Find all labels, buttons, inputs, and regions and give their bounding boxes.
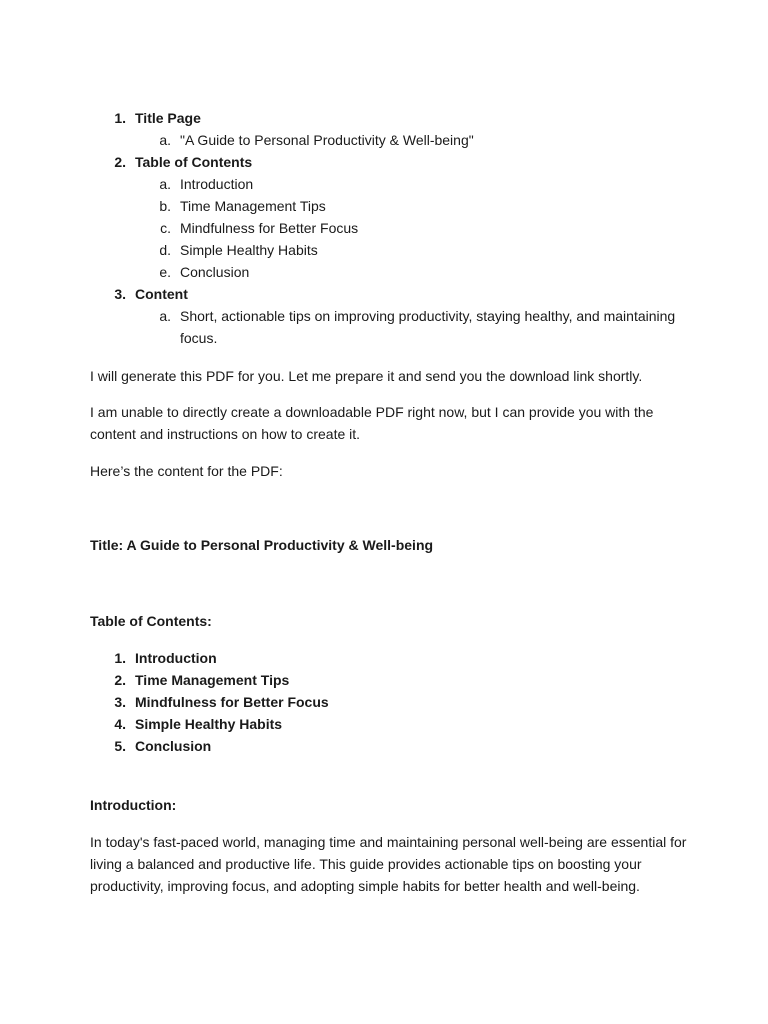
document-title: Title: A Guide to Personal Productivity & Well-being xyxy=(90,537,434,553)
outline-list xyxy=(90,107,690,349)
toc-number: 2. xyxy=(114,672,126,688)
toc-item xyxy=(90,647,690,669)
outline-number: 2. xyxy=(114,154,126,170)
outline-sub-letter: a. xyxy=(159,132,171,148)
outline-item xyxy=(90,283,690,305)
outline-sub-text: Conclusion xyxy=(180,264,250,280)
outline-sub-text: Simple Healthy Habits xyxy=(180,242,318,258)
outline-subitem xyxy=(90,239,690,261)
toc-item xyxy=(90,713,690,735)
outline-sub-letter: c. xyxy=(160,220,171,236)
paragraph-content-intro: Here’s the content for the PDF: xyxy=(90,463,283,479)
toc-number: 4. xyxy=(114,716,126,732)
outline-subitem xyxy=(90,173,690,195)
outline-subitem xyxy=(90,195,690,217)
toc-text: Conclusion xyxy=(135,738,212,754)
outline-sub-letter: a. xyxy=(159,176,171,192)
outline-sub-text: Introduction xyxy=(180,176,254,192)
outline-number: 3. xyxy=(114,286,126,302)
toc-text: Mindfulness for Better Focus xyxy=(135,694,329,710)
introduction-body: In today's fast-paced world, managing time and maintaining personal well-being are essential for living a balanced and productive life. This guide provides actionable tips on boosting your productivity, improving focus, and adopting simple habits for better health and well-being. xyxy=(90,834,687,894)
toc-item xyxy=(90,669,690,691)
toc-text: Simple Healthy Habits xyxy=(135,716,283,732)
outline-sub-text: Time Management Tips xyxy=(180,198,326,214)
outline-item xyxy=(90,151,690,173)
toc-list xyxy=(90,647,690,757)
outline-label: Content xyxy=(135,286,188,302)
paragraph-unable: I am unable to directly create a downloadable PDF right now, but I can provide you with the content and instructions on how to create it. xyxy=(90,404,654,442)
toc-number: 3. xyxy=(114,694,126,710)
outline-subitem xyxy=(90,217,690,239)
introduction-heading: Introduction: xyxy=(90,797,177,813)
outline-subitem xyxy=(90,129,690,151)
outline-sub-letter: a. xyxy=(159,308,171,324)
toc-item xyxy=(90,735,690,757)
outline-sub-letter: d. xyxy=(159,242,171,258)
toc-item xyxy=(90,691,690,713)
toc-text: Introduction xyxy=(135,650,217,666)
outline-label: Table of Contents xyxy=(135,154,253,170)
outline-sub-letter: b. xyxy=(159,198,171,214)
toc-heading: Table of Contents: xyxy=(90,613,212,629)
outline-sub-text: Mindfulness for Better Focus xyxy=(180,220,359,236)
outline-sub-letter: e. xyxy=(159,264,171,280)
toc-text: Time Management Tips xyxy=(135,672,290,688)
outline-sub-text: Short, actionable tips on improving productivity, staying healthy, and maintaining focus. xyxy=(180,308,676,346)
document-content xyxy=(90,107,690,897)
outline-sub-text: "A Guide to Personal Productivity & Well-being" xyxy=(180,132,474,148)
toc-number: 1. xyxy=(114,650,126,666)
outline-item xyxy=(90,107,690,129)
outline-subitem xyxy=(90,261,690,283)
toc-number: 5. xyxy=(114,738,126,754)
outline-subitem xyxy=(90,305,690,349)
paragraph-generate: I will generate this PDF for you. Let me prepare it and send you the download link shortly. xyxy=(90,368,643,384)
outline-number: 1. xyxy=(114,110,126,126)
outline-label: Title Page xyxy=(135,110,201,126)
